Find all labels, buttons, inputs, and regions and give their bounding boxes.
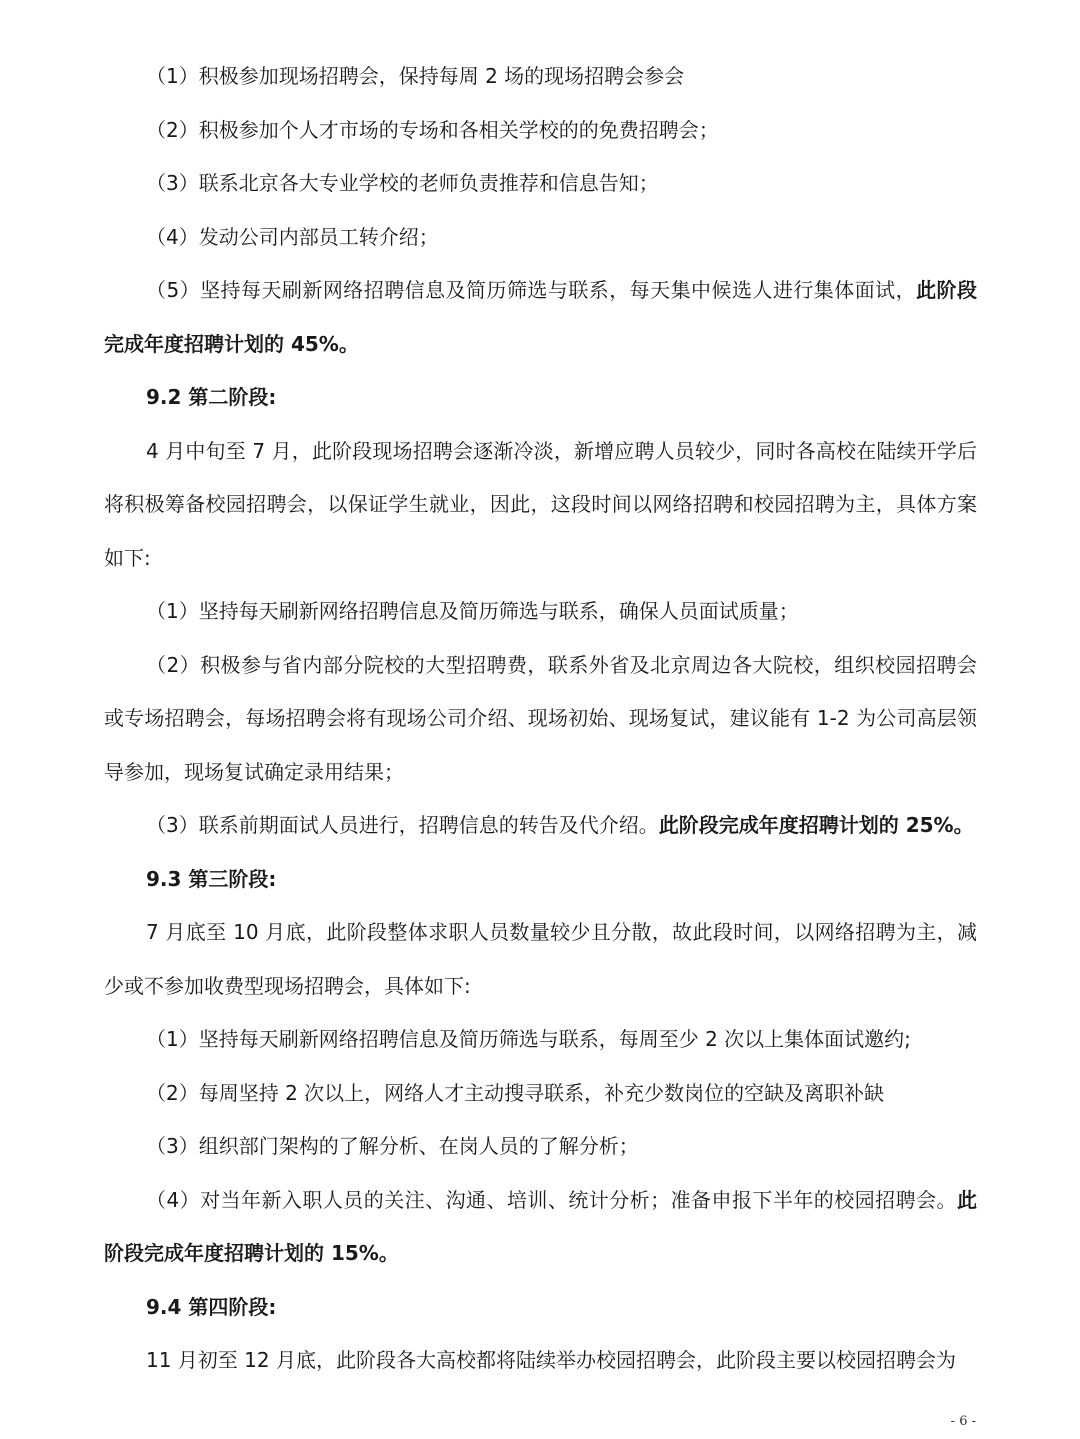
stage1-item-4: （4）发动公司内部员工转介绍； <box>146 224 439 249</box>
stage2-heading: 9.2 第二阶段: <box>146 385 277 409</box>
stage1-item-3: （3）联系北京各大专业学校的老师负责推荐和信息告知； <box>146 171 659 195</box>
stage3-item-2: （2）每周坚持 2 次以上，网络人才主动搜寻联系，补充少数岗位的空缺及离职补缺 <box>146 1080 885 1105</box>
stage1-item-5 <box>104 264 977 371</box>
document-page <box>104 50 977 1388</box>
stage3-intro: 7 月底至 10 月底，此阶段整体求职人员数量较少且分散，故此段时间，以网络招聘为主，减少或不参加收费型现场招聘会，具体如下: <box>104 920 977 998</box>
stage1-item-5-text: （5）坚持每天刷新网络招聘信息及简历筛选与联系，每天集中候选人进行集体面试， <box>146 278 917 302</box>
stage1-item-1: （1）积极参加现场招聘会，保持每周 2 场的现场招聘会参会 <box>146 64 685 88</box>
stage2-item-2: （2）积极参与省内部分院校的大型招聘费，联系外省及北京周边各大院校，组织校园招聘会或专场招聘会，每场招聘会将有现场公司介绍、现场初始、现场复试，建议能有 1-2 为公司高层领导参加，现场复试确定录用结果； <box>104 652 977 784</box>
stage3-item-1: （1）坚持每天刷新网络招聘信息及简历筛选与联系，每周至少 2 次以上集体面试邀约; <box>146 1027 911 1051</box>
stage3-item-4-bold: 此阶段完成年度招聘计划的 15%。 <box>104 1187 977 1265</box>
stage4-intro: 11 月初至 12 月底，此阶段各大高校都将陆续举办校园招聘会，此阶段主要以校园招聘会为 <box>146 1348 956 1372</box>
stage2-item-3 <box>104 799 977 853</box>
stage3-heading: 9.3 第三阶段: <box>146 866 277 891</box>
stage2-item-3-bold: 此阶段完成年度招聘计划的 25%。 <box>658 813 974 837</box>
stage2-intro: 4 月中旬至 7 月，此阶段现场招聘会逐渐冷淡，新增应聘人员较少，同时各高校在陆续开学后将积极筹备校园招聘会，以保证学生就业，因此，这段时间以网络招聘和校园招聘为主，具体方案如下: <box>104 438 977 570</box>
stage1-item-5-bold: 此阶段完成年度招聘计划的 45%。 <box>104 278 977 356</box>
stage3-item-3: （3）组织部门架构的了解分析、在岗人员的了解分析； <box>146 1134 639 1158</box>
stage3-item-4 <box>104 1174 977 1281</box>
page-number: - 6 - <box>950 1414 976 1429</box>
stage2-item-3-text: （3）联系前期面试人员进行，招聘信息的转告及代介绍。 <box>146 813 659 837</box>
stage1-item-2: （2）积极参加个人才市场的专场和各相关学校的的免费招聘会； <box>146 117 719 142</box>
stage3-item-4-text: （4）对当年新入职人员的关注、沟通、培训、统计分析；准备申报下半年的校园招聘会。 <box>146 1187 957 1212</box>
stage4-heading: 9.4 第四阶段: <box>146 1294 277 1319</box>
stage2-item-1: （1）坚持每天刷新网络招聘信息及简历筛选与联系，确保人员面试质量； <box>146 599 799 623</box>
